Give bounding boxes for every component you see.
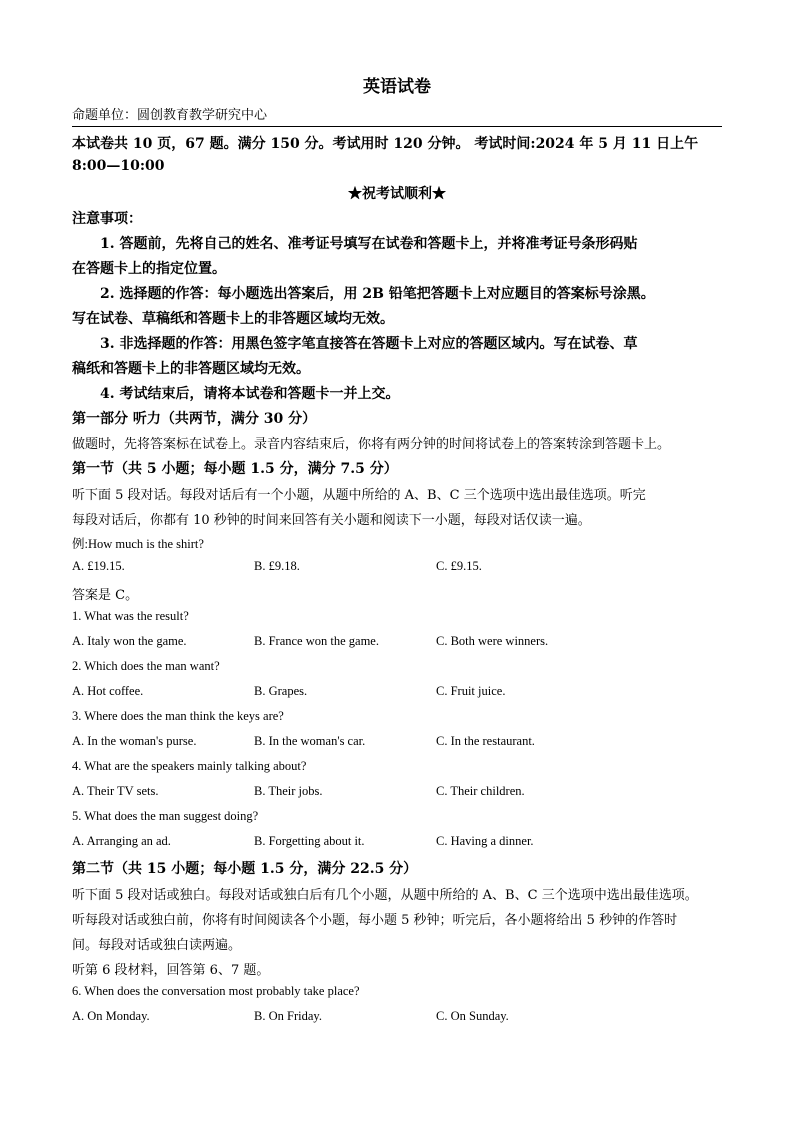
option-b: B. £9.18. bbox=[254, 559, 300, 573]
section2-instruction: 听下面 5 段对话或独白。每段对话或独白后有几个小题，从题中所给的 A、B、C 三个选项中选出最佳选项。 bbox=[72, 888, 698, 903]
section2-instruction: 间。每段对话或独白读两遍。 bbox=[72, 938, 242, 953]
exam-info-line1: 本试卷共 10 页，67 题。满分 150 分。考试用时 120 分钟。 考试时间:2024 年 5 月 11 日上午 bbox=[72, 136, 699, 152]
question-5: 5. What does the man suggest doing? bbox=[72, 809, 259, 823]
option-c: C. Having a dinner. bbox=[436, 834, 534, 848]
blessing: ★祝考试顺利★ bbox=[348, 186, 446, 202]
question-2: 2. Which does the man want? bbox=[72, 659, 220, 673]
part1-heading: 第一部分 听力（共两节，满分 30 分） bbox=[72, 411, 317, 427]
option-a: A. In the woman's purse. bbox=[72, 734, 197, 748]
option-c: C. £9.15. bbox=[436, 559, 482, 573]
option-c: C. Their children. bbox=[436, 784, 525, 798]
option-c: C. On Sunday. bbox=[436, 1009, 509, 1023]
page-title: 英语试卷 bbox=[363, 77, 431, 97]
note-line: 在答题卡上的指定位置。 bbox=[72, 261, 226, 277]
question-4: 4. What are the speakers mainly talking about? bbox=[72, 759, 307, 773]
option-a: A. Arranging an ad. bbox=[72, 834, 171, 848]
option-a: A. £19.15. bbox=[72, 559, 125, 573]
option-c: C. Both were winners. bbox=[436, 634, 549, 648]
example-answer: 答案是 C。 bbox=[72, 588, 139, 603]
notes-heading: 注意事项： bbox=[72, 211, 142, 227]
option-b: B. France won the game. bbox=[254, 634, 379, 648]
section2-material: 听第 6 段材料，回答第 6、7 题。 bbox=[72, 963, 270, 978]
option-c: C. In the restaurant. bbox=[436, 734, 535, 748]
option-a: A. Their TV sets. bbox=[72, 784, 159, 798]
header-divider bbox=[72, 126, 722, 127]
note-line: 1. 答题前，先将自己的姓名、准考证号填写在试卷和答题卡上，并将准考证号条形码贴 bbox=[100, 236, 638, 252]
section2-heading: 第二节（共 15 小题；每小题 1.5 分，满分 22.5 分） bbox=[72, 861, 418, 877]
option-b: B. Forgetting about it. bbox=[254, 834, 365, 848]
note-line: 稿纸和答题卡上的非答题区域均无效。 bbox=[72, 361, 310, 377]
option-a: A. Hot coffee. bbox=[72, 684, 144, 698]
note-line: 4. 考试结束后，请将本试卷和答题卡一并上交。 bbox=[100, 386, 400, 402]
example-question: 例:How much is the shirt? bbox=[72, 537, 204, 551]
question-1: 1. What was the result? bbox=[72, 609, 189, 623]
section1-instruction: 听下面 5 段对话。每段对话后有一个小题，从题中所给的 A、B、C 三个选项中选出最佳选项。听完 bbox=[72, 488, 646, 503]
option-a: A. Italy won the game. bbox=[72, 634, 187, 648]
note-line: 2. 选择题的作答：每小题选出答案后，用 2B 铅笔把答题卡上对应题目的答案标号涂黑。 bbox=[100, 286, 655, 302]
question-3: 3. Where does the man think the keys are? bbox=[72, 709, 284, 723]
note-line: 3. 非选择题的作答：用黑色签字笔直接答在答题卡上对应的答题区域内。写在试卷、草 bbox=[100, 336, 638, 352]
option-b: B. In the woman's car. bbox=[254, 734, 366, 748]
option-c: C. Fruit juice. bbox=[436, 684, 506, 698]
option-b: B. Grapes. bbox=[254, 684, 308, 698]
option-b: B. Their jobs. bbox=[254, 784, 323, 798]
section1-heading: 第一节（共 5 小题；每小题 1.5 分，满分 7.5 分） bbox=[72, 461, 398, 477]
exam-info-line2: 8:00—10:00 bbox=[72, 158, 165, 174]
section2-instruction: 听每段对话或独白前，你将有时间阅读各个小题，每小题 5 秒钟；听完后，各小题将给出 5 秒钟的作答时 bbox=[72, 913, 678, 928]
note-line: 写在试卷、草稿纸和答题卡上的非答题区域均无效。 bbox=[72, 311, 394, 327]
option-a: A. On Monday. bbox=[72, 1009, 150, 1023]
section1-instruction: 每段对话后，你都有 10 秒钟的时间来回答有关小题和阅读下一小题，每段对话仅读一遍。 bbox=[72, 513, 591, 528]
author-unit: 命题单位：圆创教育教学研究中心 bbox=[72, 108, 268, 123]
option-b: B. On Friday. bbox=[254, 1009, 322, 1023]
question-6: 6. When does the conversation most probably take place? bbox=[72, 984, 360, 998]
part1-instruction: 做题时，先将答案标在试卷上。录音内容结束后，你将有两分钟的时间将试卷上的答案转涂到答题卡上。 bbox=[72, 437, 671, 452]
